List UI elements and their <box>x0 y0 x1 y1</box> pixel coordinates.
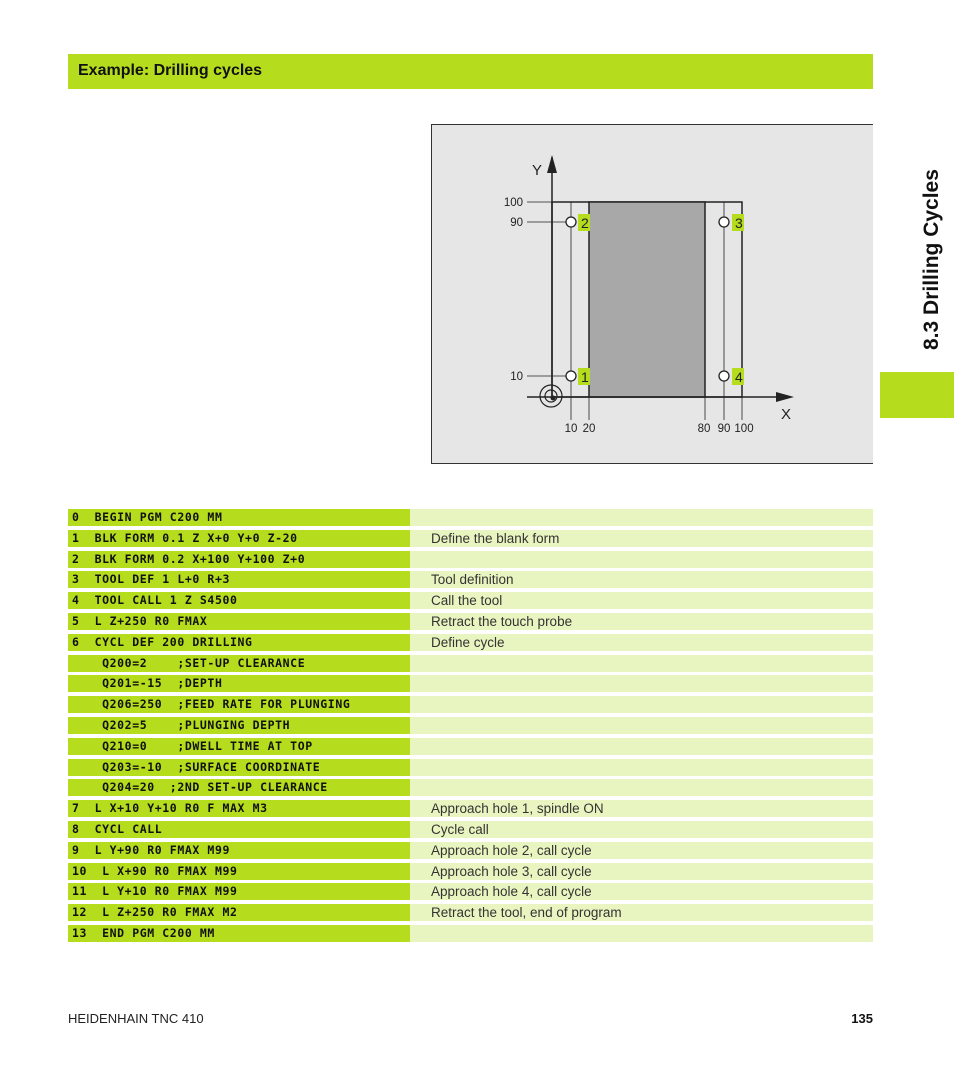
program-code: Q204=20 ;2ND SET-UP CLEARANCE <box>68 779 410 796</box>
program-code: 13 END PGM C200 MM <box>68 925 410 942</box>
program-code: Q206=250 ;FEED RATE FOR PLUNGING <box>68 696 410 713</box>
hole-3-icon <box>719 217 729 227</box>
chapter-tab-marker <box>880 372 954 418</box>
y-tick-10: 10 <box>510 371 523 383</box>
program-comment: Approach hole 1, spindle ON <box>431 801 604 817</box>
program-code: 0 BEGIN PGM C200 MM <box>68 509 410 526</box>
program-row <box>68 530 873 547</box>
program-row <box>68 509 873 526</box>
program-row <box>68 675 873 692</box>
program-code: 9 L Y+90 R0 FMAX M99 <box>68 842 410 859</box>
program-row <box>68 759 873 776</box>
x-tick-80: 80 <box>697 423 711 435</box>
program-code: 2 BLK FORM 0.2 X+100 Y+100 Z+0 <box>68 551 410 568</box>
program-row <box>68 592 873 609</box>
chapter-side-title <box>880 20 954 350</box>
nc-program-listing <box>68 509 873 946</box>
program-row <box>68 904 873 921</box>
program-code: 3 TOOL DEF 1 L+0 R+3 <box>68 571 410 588</box>
program-row <box>68 738 873 755</box>
hole-3-label: 3 <box>735 215 743 231</box>
program-code: Q200=2 ;SET-UP CLEARANCE <box>68 655 410 672</box>
x-tick-100: 100 <box>734 423 754 435</box>
program-row <box>68 842 873 859</box>
program-comment: Approach hole 4, call cycle <box>431 884 592 900</box>
program-code: 4 TOOL CALL 1 Z S4500 <box>68 592 410 609</box>
program-row <box>68 800 873 817</box>
workpiece-pocket <box>589 202 705 397</box>
program-comment: Approach hole 2, call cycle <box>431 842 592 858</box>
program-comment: Define the blank form <box>431 530 560 546</box>
program-comment: Call the tool <box>431 593 503 609</box>
section-header-bar <box>68 54 873 89</box>
program-code: Q201=-15 ;DEPTH <box>68 675 410 692</box>
hole-4-label: 4 <box>735 369 743 385</box>
hole-4-icon <box>719 371 729 381</box>
program-row <box>68 821 873 838</box>
program-comment: Retract the tool, end of program <box>431 905 622 921</box>
program-row <box>68 925 873 942</box>
program-comment: Retract the touch probe <box>431 613 573 629</box>
hole-1-icon <box>566 371 576 381</box>
hole-1-label: 1 <box>581 369 589 385</box>
program-code: Q210=0 ;DWELL TIME AT TOP <box>68 738 410 755</box>
origin-dot-icon <box>551 396 556 401</box>
diagram-svg <box>432 125 874 465</box>
program-row <box>68 634 873 651</box>
program-row <box>68 779 873 796</box>
program-code: 10 L X+90 R0 FMAX M99 <box>68 863 410 880</box>
y-axis-label: Y <box>532 162 543 179</box>
program-comment: Define cycle <box>431 634 505 650</box>
drilling-diagram <box>431 124 873 464</box>
program-row <box>68 717 873 734</box>
hole-2-label: 2 <box>581 215 589 231</box>
x-axis-arrow <box>776 392 794 402</box>
program-row <box>68 613 873 630</box>
program-comment: Approach hole 3, call cycle <box>431 863 592 879</box>
program-row <box>68 655 873 672</box>
y-axis-arrow <box>547 155 557 173</box>
program-row <box>68 883 873 900</box>
chapter-title-text: 8.3 Drilling Cycles <box>920 169 943 350</box>
x-tick-90: 90 <box>717 423 731 435</box>
program-row <box>68 571 873 588</box>
program-row <box>68 863 873 880</box>
program-row <box>68 696 873 713</box>
section-title: Example: Drilling cycles <box>78 62 263 79</box>
program-code: 5 L Z+250 R0 FMAX <box>68 613 410 630</box>
hole-2-icon <box>566 217 576 227</box>
program-code: Q203=-10 ;SURFACE COORDINATE <box>68 759 410 776</box>
program-code: 8 CYCL CALL <box>68 821 410 838</box>
program-code: Q202=5 ;PLUNGING DEPTH <box>68 717 410 734</box>
program-code: 1 BLK FORM 0.1 Z X+0 Y+0 Z-20 <box>68 530 410 547</box>
program-code: 6 CYCL DEF 200 DRILLING <box>68 634 410 651</box>
program-comment: Cycle call <box>431 821 489 837</box>
x-tick-20: 20 <box>582 423 596 435</box>
program-comment: Tool definition <box>431 572 514 588</box>
footer-manual-title: HEIDENHAIN TNC 410 <box>68 1011 204 1026</box>
x-tick-10: 10 <box>564 423 578 435</box>
y-tick-90: 90 <box>510 217 523 229</box>
x-axis-label: X <box>781 406 792 423</box>
program-code: 7 L X+10 Y+10 R0 F MAX M3 <box>68 800 410 817</box>
y-tick-100: 100 <box>503 197 523 209</box>
program-code: 11 L Y+10 R0 FMAX M99 <box>68 883 410 900</box>
page-number: 135 <box>851 1011 873 1026</box>
program-code: 12 L Z+250 R0 FMAX M2 <box>68 904 410 921</box>
program-row <box>68 551 873 568</box>
